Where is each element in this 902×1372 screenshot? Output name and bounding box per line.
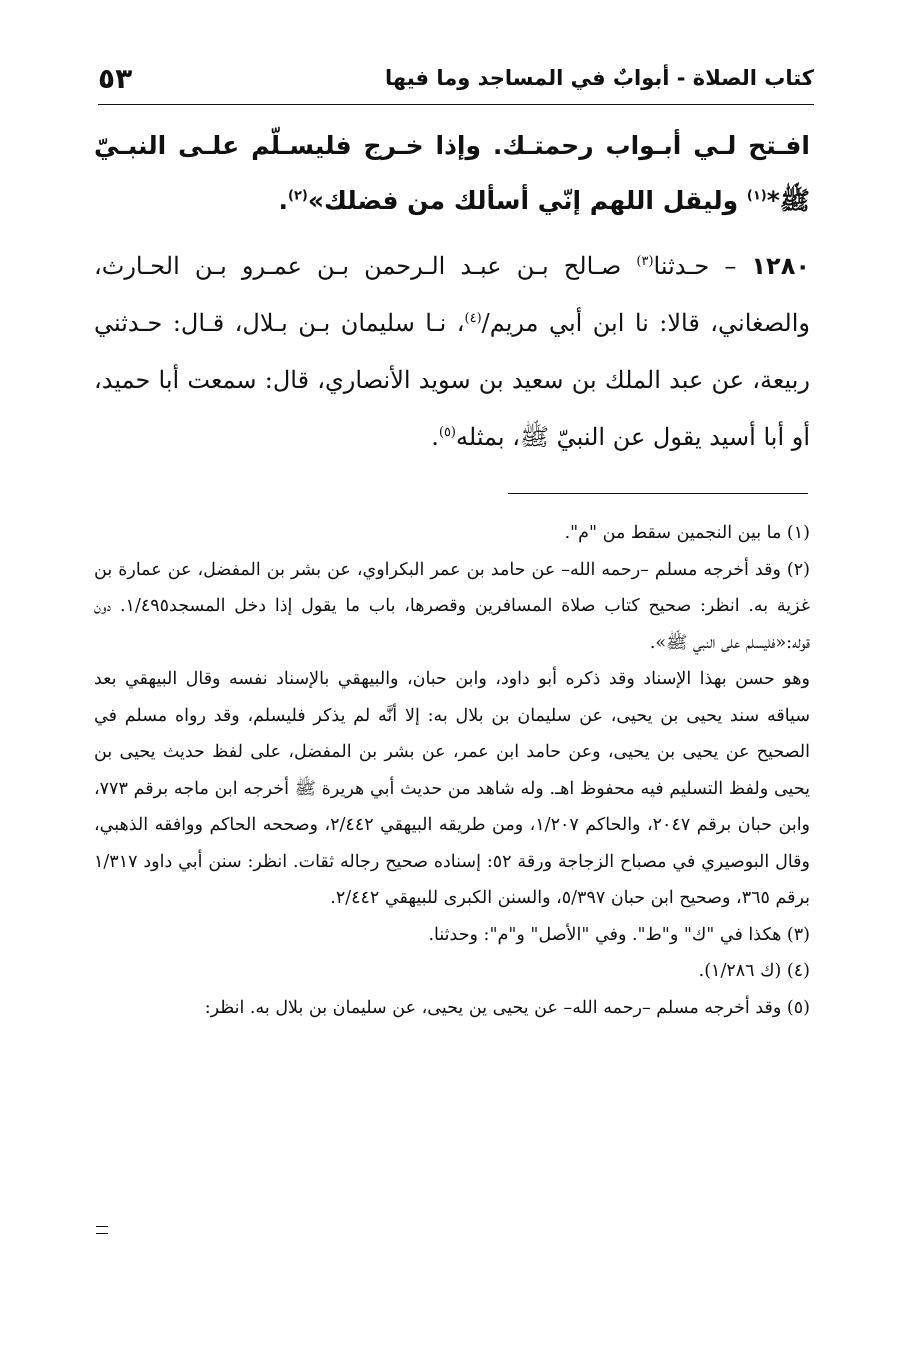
footnote-2-text: (٢) وقد أخرجه مسلم –رحمه الله– عن حامد بن عمر البكراوي، عن بشر بن المفضل، عن عمارة بن غزية به. انظر: صحيح كتاب صلاة المسافرين وقصرها، باب ما يقول إذا دخل المسجد١/٤٩٥. دون قوله:«فليسلم على النبي ﷺ». <box>94 559 810 653</box>
bold-text-end: . <box>278 186 288 215</box>
bold-hadith-text <box>94 118 810 228</box>
footnotes <box>94 515 810 1026</box>
bold-text-line2: وليقل اللهم إنّي أسألك من فضلك» <box>307 186 739 215</box>
footnote-3: (٣) هكذا في "ك" و"ط". وفي "الأصل" و"م": وحدثنا. <box>428 924 810 945</box>
header-title: كتاب الصلاة - أبوابٌ في المساجد وما فيها <box>384 66 814 90</box>
hadith-text-end: . <box>431 423 439 451</box>
hadith-number: ١٢٨٠ <box>751 252 810 280</box>
header-rule <box>98 104 814 105</box>
hadith-text-part1: – حـدثنا <box>653 252 752 280</box>
page-number: ٥٣ <box>98 62 133 95</box>
bold-text-line1: افـتح لـي أبـواب رحمتـك. وإذا خـرج فليسـلّم علـى النبـيّ ﷺ* <box>94 131 810 215</box>
footnote-ref-3: (٣) <box>636 254 654 269</box>
continuation-mark <box>96 1226 108 1234</box>
footnote-ref-4: (٤) <box>464 311 482 326</box>
footnote-ref-1: (١) <box>746 188 767 204</box>
footnote-4: (٤) (ك ١/٢٨٦). <box>698 961 810 981</box>
footnote-ref-5: (٥) <box>438 425 456 440</box>
hadith-text-part2: صـالح بـن عبـد الـرحمن بـن عمـرو بـن الحـارث، والصغاني، قالا: نا ابن أبي مريم/ <box>94 252 811 337</box>
footnote-2 <box>94 552 810 662</box>
footnote-ref-2: (٢) <box>288 188 308 204</box>
footnote-separator <box>508 493 808 494</box>
running-header <box>98 62 814 102</box>
footnote-1: (١) ما بين النجمين سقط من "م". <box>564 523 810 543</box>
footnote-2-paragraph: وهو حسن بهذا الإسناد وقد ذكره أبو داود، وابن حبان، والبيهقي بالإسناد نفسه وقال البيهقي بعد سياقه سند يحيى بن يحيى، عن سليمان بن بلال به: إلا أنَّه لم يذكر فليسلم، وقد رواه مسلم في الصحيح عن يحيى بن يحيى، وعن حامد ابن عمر، عن بشر بن المفضل، على لفظ حديث يحيى بن يحيى ولفظ التسليم فيه محفوظ اهـ. وله شاهد من حديث أبي هريرة ﷺ أخرجه ابن ماجه برقم ٧٧٣، وابن حبان برقم ٢٠٤٧، والحاكم ١/٢٠٧، ومن طريقه البيهقي ٢/٤٤٢، وصححه الحاكم ووافقه الذهبي، وقال البوصيري في مصباح الزجاجة ورقة ٥٢: إسناده صحيح رجاله ثقات. انظر: سنن أبي داود ١/٣١٧ برقم ٣٦٥، وصحيح ابن حبان ٥/٣٩٧، والسنن الكبرى للبيهقي ٢/٤٤٢. <box>94 669 811 908</box>
hadith-text-part3: ، نـا سليمان بـن بـلال، قـال: حـدثني ربيعة، عن عبد الملك بن سعيد بن سويد الأنصاري، قال: سمعت أبا حميد، أو أبا أسيد يقول عن النبيّ ﷺ، بمثله <box>94 309 810 451</box>
hadith-paragraph <box>94 238 810 466</box>
footnote-5: (٥) وقد أخرجه مسلم –رحمه الله– عن يحيى ين يحيى، عن سليمان بن بلال به. انظر: <box>204 997 810 1018</box>
main-text <box>94 118 810 466</box>
